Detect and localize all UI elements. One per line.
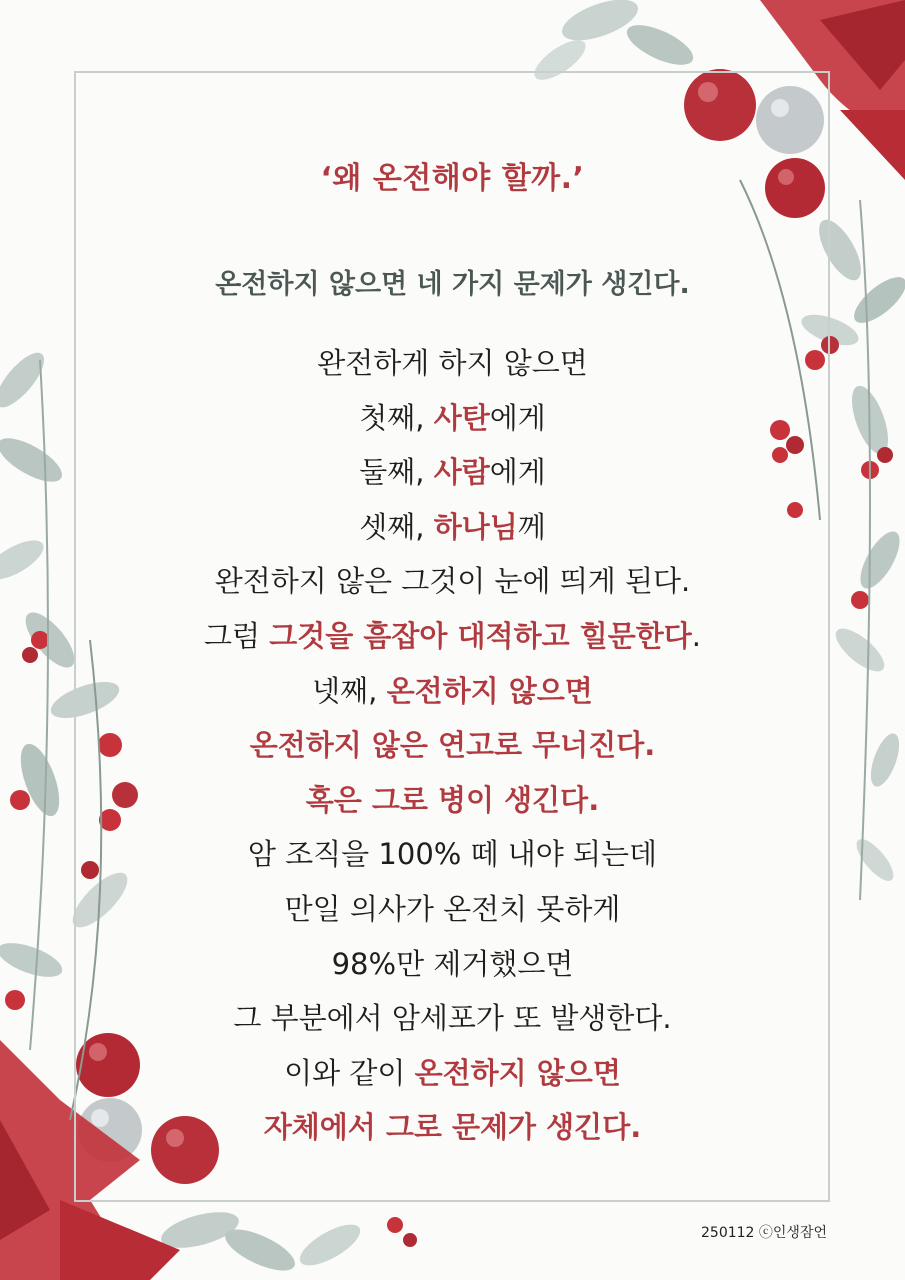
body-text: 이와 같이 xyxy=(284,1055,415,1090)
body-line xyxy=(80,1046,825,1101)
body-text: 완전하지 않은 그것이 눈에 띄게 된다. xyxy=(214,564,691,599)
body-text: 완전하게 하지 않으면 xyxy=(317,346,588,380)
body-text: 첫째, xyxy=(359,400,434,435)
highlight-text: 온전하지 않으면 xyxy=(386,673,593,708)
body-text: 98%만 제거했으면 xyxy=(331,946,574,981)
highlight-text: 그것을 흠잡아 대적하고 힐문한다 xyxy=(269,618,692,653)
body-line xyxy=(80,500,825,555)
body-line xyxy=(80,609,825,664)
poster-title: ‘왜 온전해야 할까.’ xyxy=(320,161,585,196)
body-line xyxy=(80,773,825,828)
highlight-text: 자체에서 그로 문제가 생긴다. xyxy=(263,1110,642,1145)
body-text: 셋째, xyxy=(359,509,434,544)
body-line xyxy=(80,937,825,992)
body-line xyxy=(80,391,825,446)
body-text: 그럼 xyxy=(204,618,270,653)
body-text: 에게 xyxy=(489,400,546,435)
poster-subtitle: 온전하지 않으면 네 가지 문제가 생긴다. xyxy=(215,269,690,300)
highlight-text: 사람 xyxy=(433,455,490,490)
body-text: 암 조직을 100% 떼 내야 되는데 xyxy=(247,837,658,872)
body-line xyxy=(80,664,825,719)
body-text: 둘째, xyxy=(359,455,434,490)
body-text: 넷째, xyxy=(312,673,387,708)
body-line xyxy=(80,882,825,937)
highlight-text: 온전하지 않으면 xyxy=(414,1055,621,1090)
body-line xyxy=(80,1100,825,1155)
body-line xyxy=(80,718,825,773)
poster-body xyxy=(80,336,825,1155)
body-line xyxy=(80,554,825,609)
body-line xyxy=(80,991,825,1046)
highlight-text: 혹은 그로 병이 생긴다. xyxy=(305,782,600,817)
body-text: 께 xyxy=(517,509,546,544)
body-text: . xyxy=(691,618,701,653)
highlight-text: 사탄 xyxy=(433,400,490,435)
body-text: 에게 xyxy=(489,455,546,490)
credit-line: 250112 ⓒ인생잠언 xyxy=(701,1225,827,1241)
body-text: 그 부분에서 암세포가 또 발생한다. xyxy=(233,1001,672,1036)
body-line xyxy=(80,336,825,391)
body-text: 만일 의사가 온전치 못하게 xyxy=(284,891,621,926)
body-line xyxy=(80,445,825,500)
highlight-text: 온전하지 않은 연고로 무너진다. xyxy=(249,728,656,763)
highlight-text: 하나님 xyxy=(433,509,518,544)
body-line xyxy=(80,827,825,882)
